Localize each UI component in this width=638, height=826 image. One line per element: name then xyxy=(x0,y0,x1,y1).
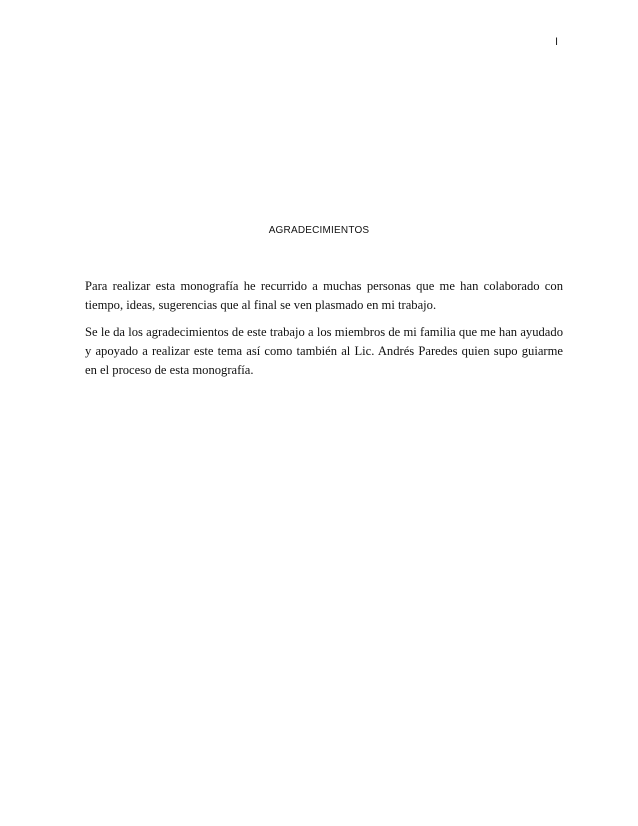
paragraph-2: Se le da los agradecimientos de este trabajo a los miembros de mi familia que me han ayudado y apoyado a realizar este tema así como también al Lic. Andrés Paredes quien supo guiarme en el proceso de esta monografía. xyxy=(85,325,563,377)
page-number: I xyxy=(555,36,559,48)
document-body xyxy=(85,277,563,388)
paragraph-1: Para realizar esta monografía he recurrido a muchas personas que me han colaborado con tiempo, ideas, sugerencias que al final se ven plasmado en mi trabajo. xyxy=(85,279,563,312)
document-title: AGRADECIMIENTOS xyxy=(268,225,370,236)
